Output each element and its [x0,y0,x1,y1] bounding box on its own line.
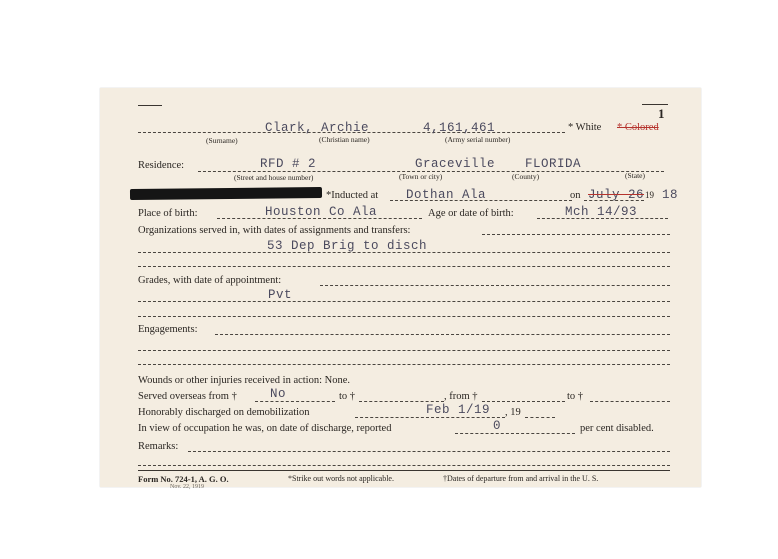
serial-caption: (Army serial number) [445,135,511,144]
place-of-birth-label: Place of birth: [138,208,198,219]
street-typed: RFD # 2 [260,157,317,171]
form-number: Form No. 724-1, A. G. O. [138,474,229,484]
overseas-to2-underline [590,401,670,402]
residence-label: Residence: [138,160,185,171]
top-left-rule [138,105,162,106]
overseas-from-underline [255,401,335,402]
name-typed: Clark, Archie [265,121,370,135]
grades-typed: Pvt [268,288,293,302]
surname-caption: (Surname) [206,136,238,145]
race-white-label: * White [568,122,602,133]
engagements-label: Engagements: [138,324,198,335]
remarks-underline-2 [138,465,670,466]
age-label: Age or date of birth: [428,208,514,219]
remarks-underline-1 [188,451,670,452]
footnote-dates: †Dates of departure from and arrival in the U. S. [443,474,599,483]
remarks-label: Remarks: [138,441,179,452]
discharge-label: Honorably discharged on demobilization [138,407,310,418]
organizations-underline-1 [482,234,670,235]
card-number: 1 [658,106,665,121]
served-overseas-label: Served overseas from † [138,391,237,402]
overseas-to2-label: to † [567,391,584,402]
street-caption: (Street and house number) [234,173,314,182]
birth-place-typed: Houston Co Ala [265,205,378,219]
discharge-year-underline [525,417,555,418]
year-suffix-typed: 18 [662,188,679,202]
footer-rule [138,470,670,471]
discharge-underline [355,417,505,418]
town-caption: (Town or city) [399,172,443,181]
overseas-to-underline [359,401,444,402]
footnote-strike-out: *Strike out words not applicable. [288,474,394,483]
overseas-to-label: to † [339,391,356,402]
engagements-underline-1 [215,334,670,335]
age-typed: Mch 14/93 [565,205,638,219]
inducted-date-typed: July 26 [588,188,645,202]
race-colored-label: * Colored [617,122,659,133]
inducted-place-typed: Dothan Ala [406,188,487,202]
overseas-from2-underline [482,401,565,402]
grades-underline-1 [320,285,670,286]
service-record-card [100,88,701,490]
discharge-typed: Feb 1/19 [426,403,491,417]
on-label: on [570,190,581,201]
overseas-typed: No [270,387,287,401]
occupation-typed: 0 [493,419,502,433]
wounds-label: Wounds or other injuries received in action: None. [138,375,351,386]
occupation-suffix: per cent disabled. [580,423,654,434]
inducted-at-label: *Inducted at [326,190,379,201]
grades-underline-3 [138,316,670,317]
year-prefix: 19 [645,190,654,200]
christian-name-caption: (Christian name) [319,135,370,144]
redaction-bar [130,187,322,200]
organizations-underline-2 [138,252,670,253]
top-right-rule [642,104,668,105]
occupation-label: In view of occupation he was, on date of discharge, reported [138,423,392,434]
state-typed: FLORIDA [525,157,582,171]
organizations-label: Organizations served in, with dates of assignments and transfers: [138,225,411,236]
engagements-underline-2 [138,350,670,351]
discharge-year-suffix: , 19 [505,407,521,418]
overseas-from2-label: , from † [444,391,478,402]
occupation-underline [455,433,575,434]
grades-underline-2 [138,301,670,302]
form-date: Nov. 22, 1919 [170,484,204,490]
serial-typed: 4,161,461 [423,121,496,135]
town-typed: Graceville [415,157,496,171]
state-caption: (State) [625,171,645,180]
county-caption: (County) [512,172,540,181]
organizations-typed: 53 Dep Brig to disch [267,239,428,253]
engagements-underline-3 [138,364,670,365]
organizations-underline-3 [138,266,670,267]
grades-label: Grades, with date of appointment: [138,275,282,286]
